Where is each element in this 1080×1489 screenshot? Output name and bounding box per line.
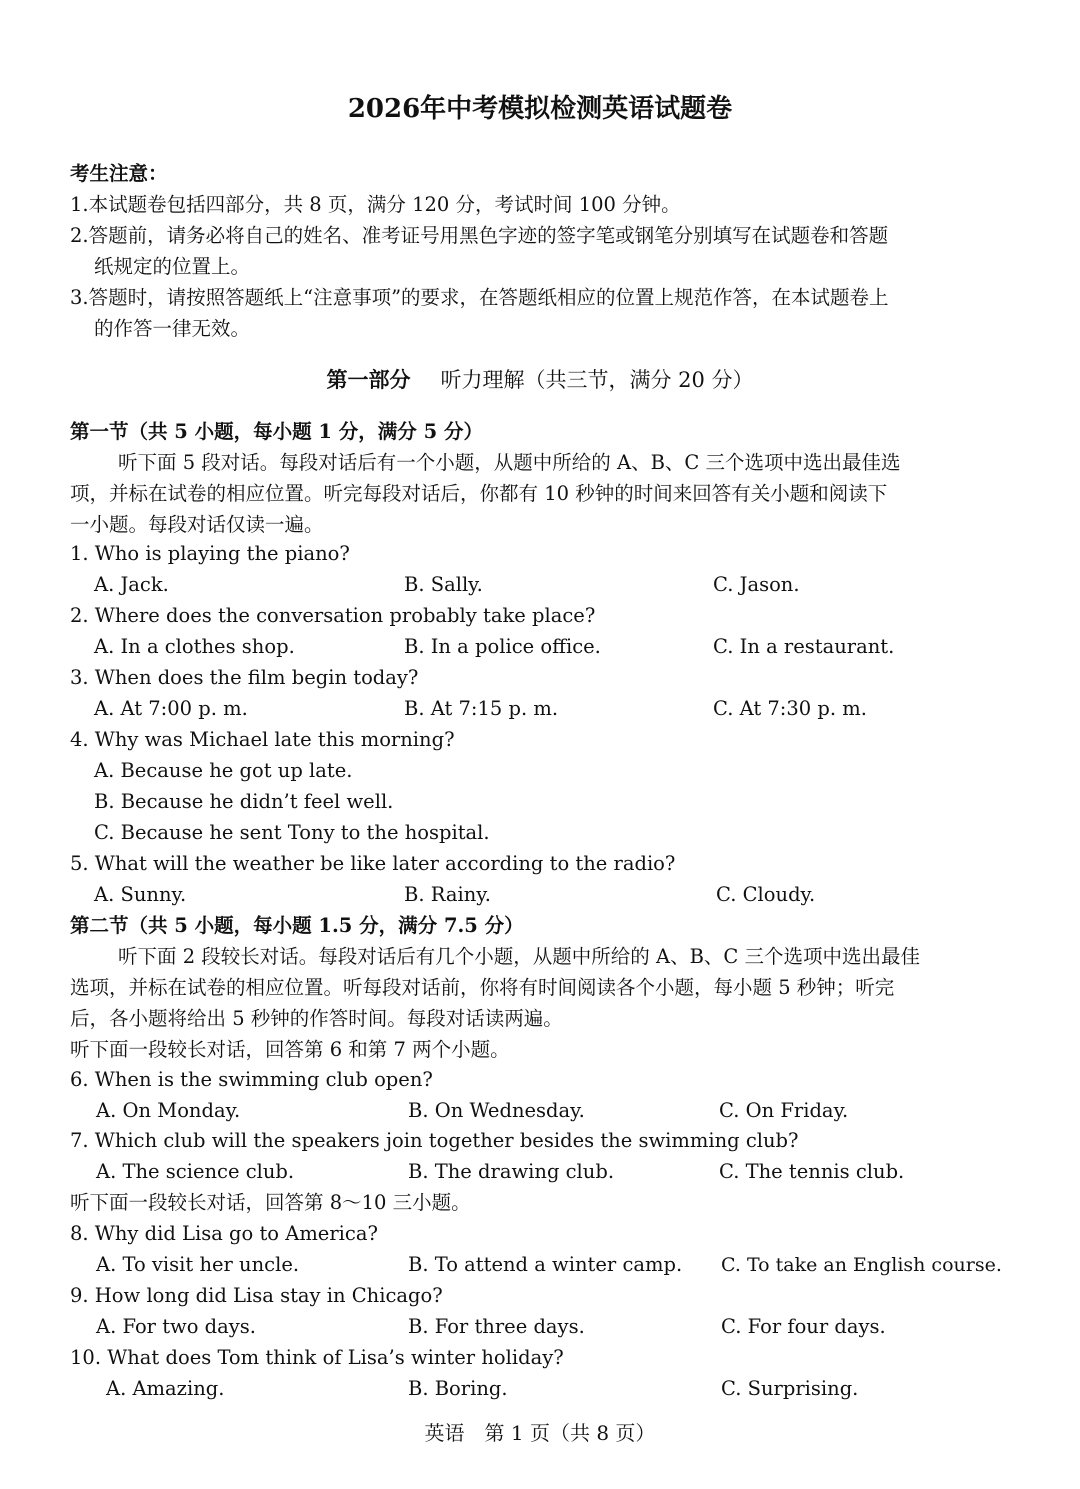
question-text: 8. Why did Lisa go to America? <box>70 1222 378 1245</box>
option-a: A. On Monday. <box>96 1099 241 1122</box>
notice-item: 1.本试题卷包括四部分，共 8 页，满分 120 分，考试时间 100 分钟。 <box>70 193 681 216</box>
question-text: 1. Who is playing the piano? <box>70 542 350 565</box>
question-text: 5. What will the weather be like later according to the radio? <box>70 852 676 875</box>
option-a: A. At 7:00 p. m. <box>94 697 248 720</box>
notice-heading: 考生注意： <box>70 162 168 185</box>
dialog-instruction: 听下面一段较长对话，回答第 6 和第 7 两个小题。 <box>70 1038 510 1061</box>
notice-item: 纸规定的位置上。 <box>94 255 251 278</box>
option-a: A. In a clothes shop. <box>94 635 295 658</box>
section2-instruction: 听下面 2 段较长对话。每段对话后有几个小题，从题中所给的 A、B、C 三个选项中选出最佳 <box>118 945 921 968</box>
option-b: B. For three days. <box>408 1315 585 1338</box>
notice-item: 2.答题前，请务必将自己的姓名、准考证号用黑色字迹的签字笔或钢笔分别填写在试题卷和答题 <box>70 224 889 247</box>
option-c: C. In a restaurant. <box>713 635 895 658</box>
part-title-sub: 听力理解（共三节，满分 20 分） <box>440 368 754 392</box>
option-c: C. Surprising. <box>721 1377 859 1400</box>
option-a: A. For two days. <box>96 1315 256 1338</box>
section2-heading: 第二节（共 5 小题，每小题 1.5 分，满分 7.5 分） <box>70 914 524 937</box>
option-c: C. To take an English course. <box>721 1254 1002 1276</box>
option-c: C. Because he sent Tony to the hospital. <box>94 821 490 844</box>
notice-item: 的作答一律无效。 <box>94 317 251 340</box>
option-b: B. Boring. <box>408 1377 508 1400</box>
question-text: 2. Where does the conversation probably take place? <box>70 604 596 627</box>
option-a: A. Jack. <box>94 573 169 596</box>
option-a: A. Sunny. <box>94 883 187 906</box>
option-a: A. To visit her uncle. <box>96 1253 300 1276</box>
option-b: B. In a police office. <box>404 635 601 658</box>
question-text: 10. What does Tom think of Lisa’s winter holiday? <box>70 1346 564 1369</box>
section1-instruction: 听下面 5 段对话。每段对话后有一个小题，从题中所给的 A、B、C 三个选项中选出最佳选 <box>118 451 901 474</box>
option-a: A. Amazing. <box>106 1377 225 1400</box>
section1-instruction: 项，并标在试卷的相应位置。听完每段对话后，你都有 10 秒钟的时间来回答有关小题和阅读下 <box>70 482 888 505</box>
option-b: B. The drawing club. <box>408 1160 615 1183</box>
option-a: A. Because he got up late. <box>94 759 353 782</box>
option-c: C. The tennis club. <box>719 1160 905 1183</box>
section2-instruction: 选项，并标在试卷的相应位置。听每段对话前，你将有时间阅读各个小题，每小题 5 秒钟；听完 <box>70 976 895 999</box>
option-c: C. Jason. <box>713 573 800 596</box>
part-title-main: 第一部分 <box>326 367 411 392</box>
part-title <box>0 366 1080 394</box>
notice-item: 3.答题时，请按照答题纸上“注意事项”的要求，在答题纸相应的位置上规范作答，在本试题卷上 <box>70 286 889 309</box>
question-text: 7. Which club will the speakers join together besides the swimming club? <box>70 1129 799 1152</box>
question-text: 4. Why was Michael late this morning? <box>70 728 455 751</box>
option-c: C. For four days. <box>721 1315 886 1338</box>
question-text: 6. When is the swimming club open? <box>70 1068 433 1091</box>
option-b: B. On Wednesday. <box>408 1099 585 1122</box>
section2-instruction: 后，各小题将给出 5 秒钟的作答时间。每段对话读两遍。 <box>70 1007 563 1030</box>
section1-heading: 第一节（共 5 小题，每小题 1 分，满分 5 分） <box>70 420 483 443</box>
dialog-instruction: 听下面一段较长对话，回答第 8～10 三小题。 <box>70 1191 471 1214</box>
option-c: C. Cloudy. <box>716 883 816 906</box>
question-text: 3. When does the film begin today? <box>70 666 419 689</box>
question-text: 9. How long did Lisa stay in Chicago? <box>70 1284 443 1307</box>
page-footer: 英语 第 1 页（共 8 页） <box>424 1421 656 1445</box>
option-b: B. At 7:15 p. m. <box>404 697 559 720</box>
option-a: A. The science club. <box>96 1160 295 1183</box>
exam-title: 2026年中考模拟检测英语试题卷 <box>347 94 733 124</box>
option-c: C. At 7:30 p. m. <box>713 697 867 720</box>
option-c: C. On Friday. <box>719 1099 849 1122</box>
option-b: B. Rainy. <box>404 883 491 906</box>
option-b: B. Because he didn’t feel well. <box>94 790 394 813</box>
option-b: B. To attend a winter camp. <box>408 1253 683 1276</box>
option-b: B. Sally. <box>404 573 483 596</box>
section1-instruction: 一小题。每段对话仅读一遍。 <box>70 513 324 536</box>
